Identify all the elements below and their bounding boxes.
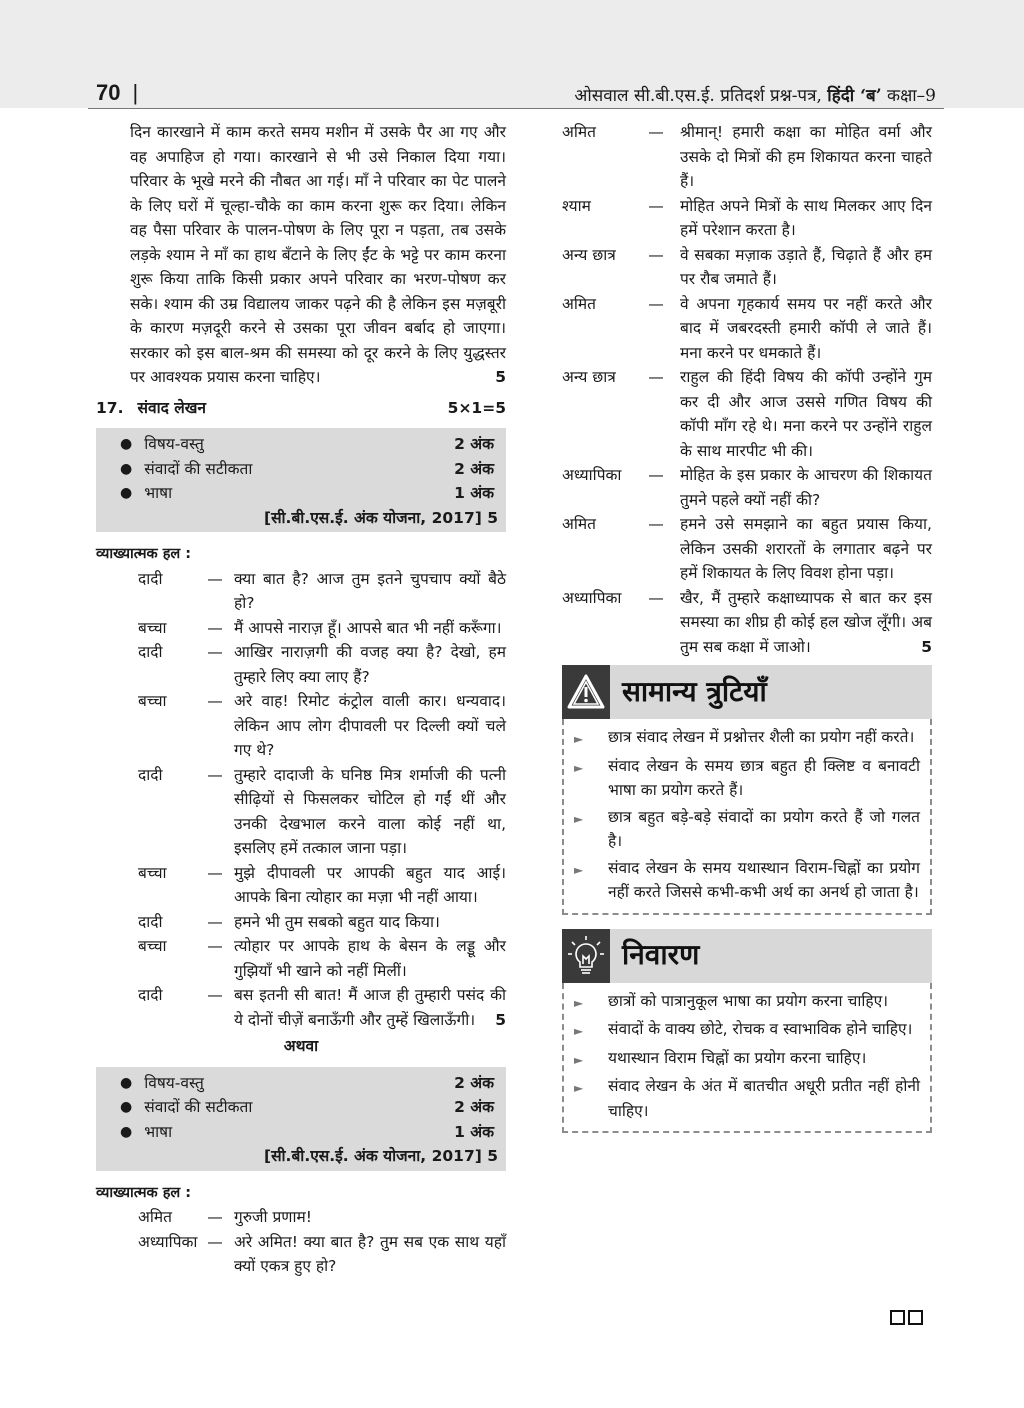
common-errors-heading (562, 665, 932, 719)
arrow-bullet-icon: ► (574, 760, 584, 775)
dialogue-text: वे अपना गृहकार्य समय पर नहीं करते और बाद में जबरदस्ती हमारी कॉपी ले जाते हैं। मना करने पर धमकाते हैं। (680, 294, 932, 362)
common-errors-list (562, 719, 932, 915)
arrow-bullet-icon: ► (574, 995, 584, 1010)
dialogue-speaker: दादी (138, 569, 163, 588)
dialogue-speaker: अमित (562, 294, 596, 313)
scheme-row (120, 457, 498, 482)
common-errors-title: सामान्य त्रुटियाँ (622, 674, 767, 708)
marking-scheme-box (96, 428, 506, 532)
dialogue-dash: — (648, 123, 664, 141)
arrow-bullet-icon: ► (574, 1052, 584, 1067)
scheme-item-label: विषय-वस्तु (144, 435, 204, 453)
warning-triangle-icon (562, 665, 610, 719)
explanation-label: व्याख्यात्मक हल : (96, 546, 192, 562)
scheme-item-label: विषय-वस्तु (144, 1073, 204, 1092)
dialogue-text: आखिर नाराज़गी की वजह क्या है? देखो, हम तुम्हारे लिए क्या लाए हैं? (234, 643, 506, 686)
scheme-row (120, 432, 498, 457)
dialogue-line (680, 194, 932, 243)
dialogue-line (680, 512, 932, 586)
dialogue-dash: — (648, 196, 664, 215)
dialogue-speaker: अन्य छात्र (562, 245, 616, 264)
dialogue-line (680, 243, 932, 292)
dialogue-line (234, 763, 506, 861)
dialogue-text: अरे वाह! रिमोट कंट्रोल वाली कार। धन्यवाद। लेकिन आप लोग दीपावली पर दिल्ली क्यों चले गए थे? (234, 692, 506, 759)
or-label: अथवा (283, 1037, 319, 1055)
scheme-item-marks: 1 अंक (454, 1122, 494, 1141)
scheme-item-label: भाषा (144, 484, 173, 502)
dialogue-line (234, 616, 506, 641)
list-item (574, 754, 920, 803)
dialogue-dash: — (648, 294, 664, 313)
dialogue-text: गुरुजी प्रणाम! (234, 1208, 312, 1226)
list-item (574, 1074, 920, 1123)
dialogue-dash: — (207, 569, 223, 588)
dialogue-text: क्या बात है? आज तुम इतने चुपचाप क्यों बैठे हो? (234, 569, 506, 612)
dialogue-text: बस इतनी सी बात! मैं आज ही तुम्हारी पसंद की ये दोनों चीज़ें बनाऊँगी और तुम्हें खिलाऊँगी। (234, 986, 506, 1029)
bullet-icon: ● (120, 1099, 133, 1115)
bullet-icon: ● (120, 436, 133, 452)
dialogue-text: वे सबका मज़ाक उड़ाते हैं, चिढ़ाते हैं और हम पर रौब जमाते हैं। (680, 245, 932, 288)
intro-paragraph: दिन कारखाने में काम करते समय मशीन में उसके पैर आ गए और वह अपाहिज हो गया। कारखाने से भी उसे निकाल दिया गया। परिवार के भूखे मरने की नौबत आ गई। माँ ने परिवार का पेट पालने के लिए घरों में चूल्हा-चौके का काम करना शुरू कर दिया। लेकिन वह पैसा परिवार के पालन-पोषण के लिए पूरा न पड़ता, तब उसके लड़के श्याम ने माँ का हाथ बँटाने के लिए ईंट के भट्टे पर काम करना शुरू किया ताकि किसी प्रकार अपने परिवार का भरण-पोषण कर सके। श्याम की उम्र विद्यालय जाकर पढ़ने की है लेकिन इस मज़बूरी के कारण मज़दूरी करने से उसका पूरा जीवन बर्बाद हो जाएगा। सरकार को इस बाल-श्रम की समस्या को दूर करने के लिए युद्धस्तर पर आवश्यक प्रयास करना चाहिए। 5 (130, 123, 506, 386)
dialogue-line (234, 983, 506, 1032)
dialogue-line (234, 861, 506, 910)
list-item (574, 1017, 920, 1044)
dialogue-dash: — (207, 618, 223, 637)
list-item-text: संवाद लेखन के समय छात्र बहुत ही क्लिष्ट व बनावटी भाषा का प्रयोग करते हैं। (608, 756, 920, 799)
right-column (562, 120, 932, 1147)
dialogue-text: हमने उसे समझाने का बहुत प्रयास किया, लेकिन उसकी शरारतों के लगातार बढ़ने पर हमें शिकायत के लिए विवश होना पड़ा। (680, 515, 932, 582)
list-item-text: संवाद लेखन के अंत में बातचीत अधूरी प्रतीत नहीं होनी चाहिए। (608, 1077, 920, 1120)
dialogue-text: मोहित अपने मित्रों के साथ मिलकर आए दिन हमें परेशान करता है। (680, 196, 932, 239)
dialogue-line (234, 640, 506, 689)
dialogue-speaker: दादी (138, 912, 163, 931)
dialogue-line (680, 586, 932, 660)
arrow-bullet-icon: ► (574, 811, 584, 826)
dialogue-text: तुम्हारे दादाजी के घनिष्ठ मित्र शर्माजी की पत्नी सीढ़ियों से फिसलकर चोटिल हो गईं थीं और उनकी देखभाल करने वाला कोई नहीं था, इसलिए हमें तत्काल जाना पड़ा। (234, 765, 506, 857)
question-marks: 5×1=5 (447, 398, 506, 417)
dialogue-marks: 5 (921, 637, 932, 656)
marking-scheme-box-2 (96, 1067, 506, 1171)
bullet-icon: ● (120, 1123, 133, 1140)
dialogue-speaker: बच्चा (138, 863, 167, 882)
arrow-bullet-icon: ► (574, 732, 584, 746)
dialogue-speaker: दादी (138, 643, 163, 661)
dialogue-line (234, 910, 506, 935)
dialogue-dash: — (207, 1232, 223, 1251)
list-item-text: छात्र बहुत बड़े-बड़े संवादों का प्रयोग करते हैं जो गलत है। (608, 807, 920, 850)
list-item-text: संवाद लेखन के समय यथास्थान विराम-चिह्नों का प्रयोग नहीं करते जिससे कभी-कभी अर्थ का अनर्थ हो जाता है। (608, 858, 920, 901)
scheme-item-label: संवादों की सटीकता (144, 1098, 253, 1116)
left-column (96, 120, 506, 1279)
scheme-source: [सी.बी.एस.ई. अंक योजना, 2017] 5 (263, 508, 498, 527)
arrow-bullet-icon: ► (574, 1081, 584, 1095)
dialogue-speaker: अध्यापिका (562, 466, 622, 484)
remedy-heading (562, 929, 932, 983)
list-item-text: यथास्थान विराम चिह्नों का प्रयोग करना चाहिए। (608, 1048, 867, 1067)
remedy-list (562, 983, 932, 1134)
dialogue-line (234, 689, 506, 763)
dialogue-line (680, 292, 932, 366)
dialogue-text: मोहित के इस प्रकार के आचरण की शिकायत तुमने पहले क्यों नहीं की? (680, 466, 932, 509)
scheme-label (120, 1095, 252, 1120)
scheme-item-marks: 2 अंक (454, 1098, 494, 1116)
dialogue-line (234, 934, 506, 983)
arrow-bullet-icon: ► (574, 1024, 584, 1038)
dialogue-text: मैं आपसे नाराज़ हूँ। आपसे बात भी नहीं करूँगा। (234, 618, 502, 637)
dialogue-dash: — (648, 368, 664, 386)
arrow-bullet-icon: ► (574, 862, 584, 877)
scheme-item-label: भाषा (144, 1122, 173, 1141)
scheme-item-marks: 2 अंक (454, 459, 494, 478)
dialogue-text: अरे अमित! क्या बात है? तुम सब एक साथ यहाँ क्यों एकत्र हुए हो? (234, 1232, 506, 1275)
scheme-label (120, 1120, 172, 1145)
dialogue-dash: — (207, 765, 223, 784)
dialogue-dash: — (648, 515, 664, 533)
list-item-text: संवादों के वाक्य छोटे, रोचक व स्वाभाविक होने चाहिए। (608, 1020, 913, 1038)
dialogue-speaker: अमित (138, 1208, 172, 1226)
dialogue-text: राहुल की हिंदी विषय की कॉपी उन्होंने गुम कर दी और आज उससे गणित विषय की कॉपी माँग रहे थे। मना करने पर उन्होंने राहुल के साथ मारपीट भी की। (680, 368, 932, 460)
dialogue-speaker: बच्चा (138, 937, 167, 955)
running-title: ओसवाल सी.बी.एस.ई. प्रतिदर्श प्रश्न-पत्र, हिंदी ‘ब’ कक्षा–9 (574, 86, 936, 106)
dialogue-speaker: बच्चा (138, 618, 167, 637)
dialogue-dash: — (207, 912, 223, 931)
scheme-label (120, 457, 252, 482)
list-item-text: छात्र संवाद लेखन में प्रश्नोत्तर शैली का प्रयोग नहीं करते। (608, 728, 915, 746)
dialogue-text: मुझे दीपावली पर आपकी बहुत याद आई। आपके बिना त्योहार का मज़ा भी नहीं आया। (234, 863, 506, 906)
dialogue-speaker: दादी (138, 986, 163, 1004)
dialogue-speaker: दादी (138, 765, 163, 784)
dialogue-teacher-students (562, 120, 932, 659)
lightbulb-icon (562, 929, 610, 983)
dialogue-text: श्रीमान्! हमारी कक्षा का मोहित वर्मा और उसके दो मित्रों की हम शिकायत करना चाहते हैं। (680, 123, 932, 190)
dialogue-line (680, 120, 932, 194)
dialogue-dash: — (648, 245, 664, 264)
dialogue-speaker: अध्यापिका (138, 1232, 198, 1251)
bullet-icon: ● (120, 485, 133, 501)
dialogue-dash: — (648, 466, 664, 484)
dialogue-dash: — (207, 692, 223, 710)
scheme-row (120, 1120, 498, 1145)
explanation-label-2: व्याख्यात्मक हल : (96, 1184, 192, 1201)
dialogue-dash: — (207, 643, 223, 661)
list-item (574, 856, 920, 905)
dialogue-speaker: अध्यापिका (562, 588, 622, 607)
dialogue-speaker: बच्चा (138, 692, 167, 710)
dialogue-line (234, 1230, 506, 1279)
remedy-title: निवारण (622, 938, 700, 972)
scheme-label (120, 1071, 204, 1096)
list-item (574, 989, 920, 1016)
list-item (574, 805, 920, 854)
dialogue-marks: 5 (495, 1010, 506, 1029)
scheme-row (120, 1071, 498, 1096)
dialogue-line (680, 463, 932, 512)
bullet-icon: ● (120, 1074, 133, 1091)
dialogue-dash: — (207, 1208, 223, 1226)
scheme-label (120, 481, 172, 506)
dialogue-text: खैर, मैं तुम्हारे कक्षाध्यापक से बात कर इस समस्या का शीघ्र ही कोई हल खोज लूँगी। अब तुम सब कक्षा में जाओ। (680, 588, 932, 656)
question-17-heading: 17. संवाद लेखन 5×1=5 (96, 396, 506, 421)
scheme-row (120, 1095, 498, 1120)
bullet-icon: ● (120, 460, 133, 477)
list-item (574, 1046, 920, 1073)
scheme-item-label: संवादों की सटीकता (144, 459, 253, 478)
list-item-text: छात्रों को पात्रानुकूल भाषा का प्रयोग करना चाहिए। (608, 991, 889, 1010)
end-of-section-squares-icon (890, 1310, 923, 1325)
dialogue-dash: — (207, 937, 223, 955)
dialogue-line (680, 365, 932, 463)
scheme-row (120, 481, 498, 506)
dialogue-dash: — (648, 588, 664, 607)
scheme-label (120, 432, 204, 457)
list-item (574, 725, 920, 752)
header-divider (88, 108, 944, 109)
dialogue-text: त्योहार पर आपके हाथ के बेसन के लड्डू और गुझियाँ भी खाने को नहीं मिलीं। (234, 937, 506, 980)
dialogue-speaker: अमित (562, 515, 596, 533)
dialogue-dash: — (207, 863, 223, 882)
dialogue-speaker: अन्य छात्र (562, 368, 616, 386)
scheme-item-marks: 2 अंक (454, 435, 494, 453)
page-number: 70 | (96, 80, 139, 105)
dialogue-teacher-students-start (96, 1205, 506, 1279)
dialogue-line (234, 1205, 506, 1230)
dialogue-text: हमने भी तुम सबको बहुत याद किया। (234, 912, 440, 931)
dialogue-speaker: अमित (562, 123, 596, 141)
dialogue-dash: — (207, 986, 223, 1004)
scheme-item-marks: 1 अंक (454, 484, 494, 502)
dialogue-grandmother-child (96, 567, 506, 1033)
dialogue-line (234, 567, 506, 616)
scheme-item-marks: 2 अंक (454, 1073, 494, 1092)
scheme-source: [सी.बी.एस.ई. अंक योजना, 2017] 5 (263, 1147, 498, 1165)
dialogue-speaker: श्याम (562, 196, 591, 215)
